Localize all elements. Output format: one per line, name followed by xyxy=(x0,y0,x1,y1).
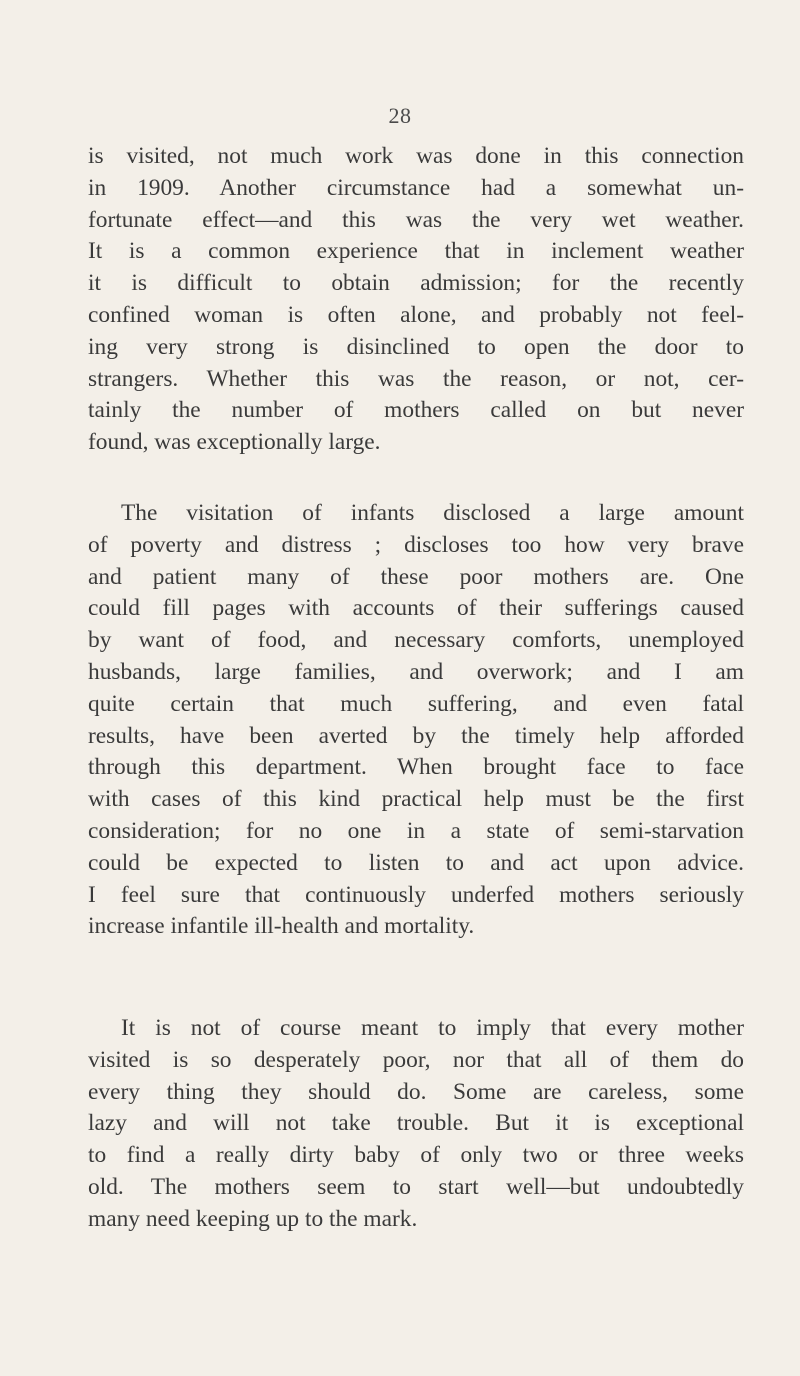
text-line: old. The mothers seem to start well—but undoubtedly xyxy=(88,1173,744,1200)
text-line: increase infantile ill-health and mortality. xyxy=(88,913,475,940)
page-number: 28 xyxy=(388,103,412,128)
text-line: lazy and will not take trouble. But it is exceptional xyxy=(88,1110,744,1137)
text-line: through this department. When brought face to face xyxy=(88,754,744,781)
text-line: of poverty and distress ; discloses too how very brave xyxy=(88,531,744,558)
text-line: results, have been averted by the timely help afforded xyxy=(88,722,744,749)
text-line: consideration; for no one in a state of semi-starvation xyxy=(88,817,744,844)
text-line: It is a common experience that in inclement weather xyxy=(88,238,744,265)
text-line: by want of food, and necessary comforts, unemployed xyxy=(88,627,744,654)
text-line: every thing they should do. Some are careless, some xyxy=(88,1078,744,1105)
text-line: is visited, not much work was done in this connection xyxy=(88,143,744,169)
text-line: it is difficult to obtain admission; for the recently xyxy=(88,270,744,297)
text-line: I feel sure that continuously underfed mothers seriously xyxy=(88,881,744,908)
text-line: It is not of course meant to imply that every mother xyxy=(121,1015,744,1041)
text-line: many need keeping up to the mark. xyxy=(88,1205,418,1232)
paragraph-2 xyxy=(88,498,744,943)
text-line: quite certain that much suffering, and even fatal xyxy=(88,690,744,717)
text-line: ing very strong is disinclined to open the door to xyxy=(88,333,744,360)
text-line: with cases of this kind practical help must be the first xyxy=(88,786,744,813)
text-line: and patient many of these poor mothers are. One xyxy=(88,563,744,590)
text-line: could fill pages with accounts of their sufferings caused xyxy=(88,595,744,622)
text-line: in 1909. Another circumstance had a somewhat un- xyxy=(88,174,744,201)
paragraph-3 xyxy=(88,1013,744,1236)
text-line: fortunate effect—and this was the very wet weather. xyxy=(88,206,744,233)
text-line: strangers. Whether this was the reason, or not, cer- xyxy=(88,365,744,392)
text-line: tainly the number of mothers called on but never xyxy=(88,397,744,424)
text-line: could be expected to listen to and act upon advice. xyxy=(88,849,744,876)
paragraph-1 xyxy=(88,141,744,459)
text-line: The visitation of infants disclosed a large amount xyxy=(121,500,744,526)
text-line: to find a really dirty baby of only two or three weeks xyxy=(88,1142,744,1169)
text-line: visited is so desperately poor, nor that all of them do xyxy=(88,1046,744,1073)
text-line: found, was exceptionally large. xyxy=(88,429,381,456)
text-line: husbands, large families, and overwork; and I am xyxy=(88,658,744,685)
text-line: confined woman is often alone, and probably not feel- xyxy=(88,301,744,328)
